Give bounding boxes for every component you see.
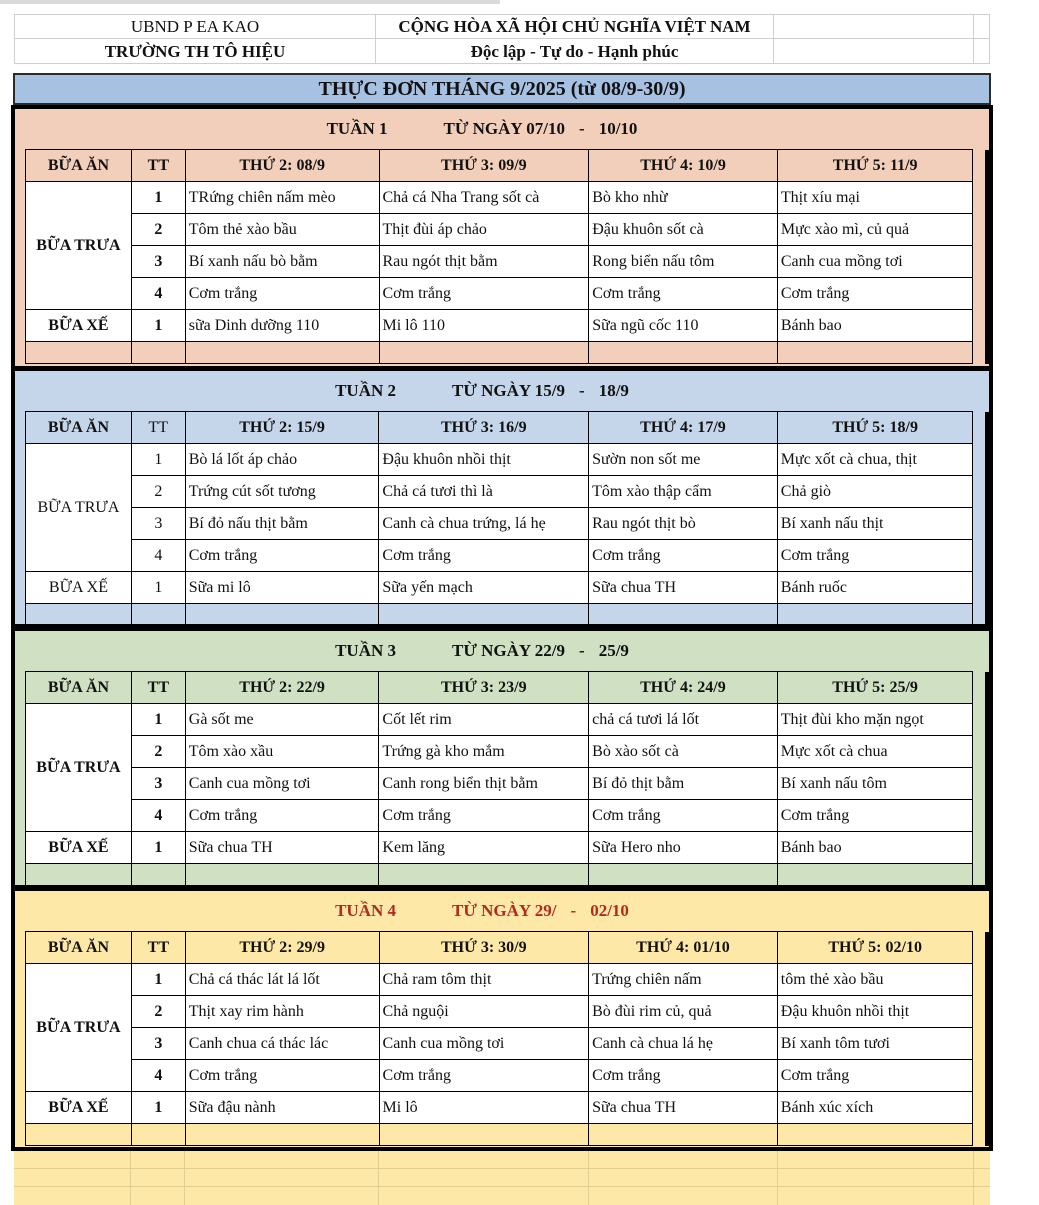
- dish-cell: Canh cua mồng tơi: [379, 1028, 589, 1060]
- table-edge: [973, 412, 987, 444]
- empty-cell: [131, 604, 185, 626]
- table-row: [26, 278, 988, 310]
- empty-cell: [777, 1124, 973, 1146]
- table-edge: [973, 864, 987, 886]
- table-edge: [973, 1028, 987, 1060]
- week-title: [15, 631, 989, 671]
- item-number: 3: [131, 768, 185, 800]
- dish-cell: tôm thẻ xào bầu: [777, 964, 973, 996]
- dish-cell: Thịt xay rim hành: [185, 996, 379, 1028]
- document-header: [14, 14, 990, 64]
- empty-cell: [589, 864, 778, 886]
- empty-cell: [777, 604, 973, 626]
- table-row: [26, 1028, 988, 1060]
- empty-cell: [26, 864, 132, 886]
- dish-cell: Cơm trắng: [185, 278, 379, 310]
- empty-cell: [26, 342, 132, 364]
- tt-column-header: TT: [131, 150, 185, 182]
- dish-cell: Chả cá tươi thì là: [379, 476, 589, 508]
- dish-cell: Sữa chua TH: [589, 1092, 778, 1124]
- day-column-header: THỨ 5: 11/9: [777, 150, 973, 182]
- table-edge: [973, 604, 987, 626]
- dish-cell: Chả nguội: [379, 996, 589, 1028]
- table-row: [26, 476, 988, 508]
- dish-cell: Sữa chua TH: [589, 572, 778, 604]
- dish-cell: Sữa ngũ cốc 110: [589, 310, 778, 342]
- week-date-from: TỪ NGÀY 22/9: [452, 641, 566, 660]
- table-edge: [973, 768, 987, 800]
- empty-cell: [379, 864, 589, 886]
- snack-label: BỮA XẾ: [26, 310, 132, 342]
- dish-cell: Kem lăng: [379, 832, 589, 864]
- empty-cell: [185, 864, 379, 886]
- table-edge: [973, 932, 987, 964]
- item-number: 1: [131, 704, 185, 736]
- table-edge: [973, 1092, 987, 1124]
- week-date-sep: -: [579, 119, 585, 138]
- table-edge: [973, 996, 987, 1028]
- item-number: 1: [131, 572, 185, 604]
- dish-cell: Rau ngót thịt bò: [589, 508, 778, 540]
- table-edge: [973, 182, 987, 214]
- empty-cell: [589, 342, 778, 364]
- day-column-header: THỨ 3: 09/9: [379, 150, 589, 182]
- table-edge: [973, 1124, 987, 1146]
- table-edge: [973, 278, 987, 310]
- dish-cell: Bí xanh nấu tôm: [777, 768, 973, 800]
- item-number: 1: [131, 182, 185, 214]
- dish-cell: Cơm trắng: [589, 800, 778, 832]
- week-title: [15, 891, 989, 931]
- table-edge: [973, 246, 987, 278]
- dish-cell: Rong biển nấu tôm: [589, 246, 778, 278]
- menu-table: [25, 931, 989, 1146]
- dish-cell: Tôm xào xầu: [185, 736, 379, 768]
- dish-cell: sữa Dinh dưỡng 110: [185, 310, 379, 342]
- dish-cell: Thịt xíu mại: [777, 182, 973, 214]
- dish-cell: Tôm xào thập cẩm: [589, 476, 778, 508]
- table-row: [26, 964, 988, 996]
- table-row: [26, 444, 988, 476]
- item-number: 4: [131, 1060, 185, 1092]
- day-column-header: THỨ 5: 25/9: [777, 672, 973, 704]
- dish-cell: Cơm trắng: [379, 800, 589, 832]
- empty-cell: [185, 342, 379, 364]
- table-edge: [973, 150, 987, 182]
- lunch-label: BỮA TRƯA: [26, 444, 132, 572]
- dish-cell: Sữa mi lô: [185, 572, 379, 604]
- dish-cell: Sữa Hero nho: [589, 832, 778, 864]
- day-column-header: THỨ 4: 24/9: [589, 672, 778, 704]
- day-column-header: THỨ 4: 10/9: [589, 150, 778, 182]
- dish-cell: Canh chua cá thác lác: [185, 1028, 379, 1060]
- dish-cell: Chả cá Nha Trang sốt cà: [379, 182, 589, 214]
- dish-cell: Canh cua mồng tơi: [777, 246, 973, 278]
- empty-cell: [777, 864, 973, 886]
- lunch-label: BỮA TRƯA: [26, 182, 132, 310]
- week-date-to: 18/9: [598, 381, 629, 400]
- day-column-header: THỨ 2: 15/9: [185, 412, 379, 444]
- week-date-range: [452, 901, 629, 921]
- dish-cell: Trứng chiên nấm: [589, 964, 778, 996]
- dish-cell: Mi lô 110: [379, 310, 589, 342]
- week-date-sep: -: [579, 381, 585, 400]
- table-edge: [973, 444, 987, 476]
- snack-label: BỮA XẾ: [26, 572, 132, 604]
- day-column-header: THỨ 2: 22/9: [185, 672, 379, 704]
- dish-cell: Cơm trắng: [777, 540, 973, 572]
- week-label: TUẦN 1: [326, 119, 388, 138]
- week-date-to: 10/10: [598, 119, 638, 138]
- empty-cell: [379, 342, 589, 364]
- table-edge: [973, 214, 987, 246]
- dish-cell: Cơm trắng: [777, 1060, 973, 1092]
- table-edge: [973, 508, 987, 540]
- item-number: 4: [131, 540, 185, 572]
- national-title: CỘNG HÒA XÃ HỘI CHỦ NGHĨA VIỆT NAM: [376, 14, 774, 39]
- table-row: [26, 996, 988, 1028]
- day-column-header: THỨ 5: 18/9: [777, 412, 973, 444]
- item-number: 4: [131, 800, 185, 832]
- meal-column-header: BỮA ĂN: [26, 672, 132, 704]
- item-number: 1: [131, 1092, 185, 1124]
- item-number: 4: [131, 278, 185, 310]
- empty-cell: [379, 1124, 589, 1146]
- day-column-header: THỨ 2: 29/9: [185, 932, 379, 964]
- dish-cell: Bò đùi rim củ, quả: [589, 996, 778, 1028]
- week-date-to: 02/10: [590, 901, 629, 920]
- dish-cell: Canh cua mồng tơi: [185, 768, 379, 800]
- dish-cell: Cơm trắng: [185, 1060, 379, 1092]
- week-label: TUẦN 4: [335, 901, 396, 920]
- dish-cell: Cơm trắng: [589, 540, 778, 572]
- dish-cell: Bí đỏ thịt bằm: [589, 768, 778, 800]
- table-edge: [973, 704, 987, 736]
- week-date-from: TỪ NGÀY 29/: [452, 901, 557, 920]
- dish-cell: Sữa chua TH: [185, 832, 379, 864]
- table-row: [26, 214, 988, 246]
- dish-cell: Mực xào mì, củ quả: [777, 214, 973, 246]
- dish-cell: Cơm trắng: [379, 278, 589, 310]
- empty-cell: [185, 1124, 379, 1146]
- dish-cell: Bánh bao: [777, 310, 973, 342]
- dish-cell: Trứng gà kho mắm: [379, 736, 589, 768]
- item-number: 2: [131, 996, 185, 1028]
- table-row: [26, 246, 988, 278]
- week-date-range: [444, 119, 638, 139]
- dish-cell: Trứng cút sốt tương: [185, 476, 379, 508]
- table-edge: [973, 540, 987, 572]
- day-column-header: THỨ 4: 17/9: [589, 412, 778, 444]
- dish-cell: Sườn non sốt me: [589, 444, 778, 476]
- table-row: [26, 832, 988, 864]
- menu-title: THỰC ĐƠN THÁNG 9/2025 (từ 08/9-30/9): [13, 73, 991, 105]
- dish-cell: Bí xanh nấu bò bằm: [185, 246, 379, 278]
- dish-cell: Bánh xúc xích: [777, 1092, 973, 1124]
- tt-column-header: TT: [131, 932, 185, 964]
- dish-cell: Thịt đùi áp chảo: [379, 214, 589, 246]
- dish-cell: Bánh ruốc: [777, 572, 973, 604]
- table-edge: [973, 964, 987, 996]
- dish-cell: Đậu khuôn sốt cà: [589, 214, 778, 246]
- table-edge: [973, 572, 987, 604]
- dish-cell: TRứng chiên nấm mèo: [185, 182, 379, 214]
- dish-cell: Chả giò: [777, 476, 973, 508]
- dish-cell: Bánh bao: [777, 832, 973, 864]
- item-number: 1: [131, 444, 185, 476]
- table-row: [26, 768, 988, 800]
- meal-column-header: BỮA ĂN: [26, 932, 132, 964]
- table-edge: [973, 342, 987, 364]
- meal-column-header: BỮA ĂN: [26, 150, 132, 182]
- meal-column-header: BỮA ĂN: [26, 412, 132, 444]
- table-edge: [973, 1060, 987, 1092]
- table-edge: [973, 800, 987, 832]
- day-column-header: THỨ 3: 16/9: [379, 412, 589, 444]
- week-label: TUẦN 2: [335, 381, 396, 400]
- snack-label: BỮA XẾ: [26, 1092, 132, 1124]
- week-date-from: TỪ NGÀY 15/9: [452, 381, 566, 400]
- table-row: [26, 310, 988, 342]
- table-edge: [973, 736, 987, 768]
- item-number: 1: [131, 310, 185, 342]
- table-edge: [973, 832, 987, 864]
- item-number: 1: [131, 832, 185, 864]
- dish-cell: Canh rong biển thịt bằm: [379, 768, 589, 800]
- week-date-sep: -: [570, 901, 577, 920]
- empty-cell: [26, 1124, 132, 1146]
- school-name: TRƯỜNG TH TÔ HIỆU: [14, 39, 376, 64]
- dish-cell: Canh cà chua trứng, lá hẹ: [379, 508, 589, 540]
- week-2-section: [11, 367, 993, 628]
- dish-cell: Cơm trắng: [185, 540, 379, 572]
- table-row: [26, 800, 988, 832]
- empty-cell: [777, 342, 973, 364]
- week-date-to: 25/9: [598, 641, 629, 660]
- empty-cell: [379, 604, 589, 626]
- dish-cell: Mi lô: [379, 1092, 589, 1124]
- tt-column-header: TT: [131, 672, 185, 704]
- table-row: [26, 1092, 988, 1124]
- trailing-empty-rows: [14, 1151, 990, 1205]
- dish-cell: Cơm trắng: [777, 278, 973, 310]
- table-row: [26, 182, 988, 214]
- week-1-section: [11, 105, 993, 370]
- week-title: [15, 109, 989, 149]
- dish-cell: Bí đỏ nấu thịt bằm: [185, 508, 379, 540]
- dish-cell: Canh cà chua lá hẹ: [589, 1028, 778, 1060]
- week-label: TUẦN 3: [335, 641, 396, 660]
- day-column-header: THỨ 3: 23/9: [379, 672, 589, 704]
- empty-cell: [185, 604, 379, 626]
- dish-cell: Bí xanh tôm tươi: [777, 1028, 973, 1060]
- dish-cell: Cơm trắng: [185, 800, 379, 832]
- week-date-sep: -: [579, 641, 585, 660]
- dish-cell: Đậu khuôn nhồi thịt: [777, 996, 973, 1028]
- table-row: [26, 572, 988, 604]
- table-row: [26, 704, 988, 736]
- national-motto: Độc lập - Tự do - Hạnh phúc: [376, 39, 774, 64]
- empty-cell: [26, 604, 132, 626]
- lunch-label: BỮA TRƯA: [26, 704, 132, 832]
- menu-table: [25, 411, 989, 626]
- dish-cell: Sữa yến mạch: [379, 572, 589, 604]
- table-edge: [973, 476, 987, 508]
- week-date-range: [452, 381, 629, 401]
- empty-cell: [131, 864, 185, 886]
- empty-cell: [589, 1124, 778, 1146]
- dish-cell: Cơm trắng: [589, 1060, 778, 1092]
- table-row: [26, 508, 988, 540]
- item-number: 3: [131, 1028, 185, 1060]
- dish-cell: Cơm trắng: [379, 540, 589, 572]
- table-row: [26, 1060, 988, 1092]
- dish-cell: Đậu khuôn nhồi thịt: [379, 444, 589, 476]
- item-number: 1: [131, 964, 185, 996]
- week-3-section: [11, 627, 993, 889]
- item-number: 2: [131, 214, 185, 246]
- dish-cell: Thịt đùi kho mặn ngọt: [777, 704, 973, 736]
- week-4-section: [11, 887, 993, 1151]
- dish-cell: Cơm trắng: [777, 800, 973, 832]
- top-edge-bar: [0, 0, 500, 4]
- dish-cell: Cơm trắng: [589, 278, 778, 310]
- week-title: [15, 371, 989, 411]
- dish-cell: Mực xốt cà chua, thịt: [777, 444, 973, 476]
- dish-cell: Chả cá thác lát lá lốt: [185, 964, 379, 996]
- dish-cell: Rau ngót thịt bằm: [379, 246, 589, 278]
- table-row: [26, 540, 988, 572]
- empty-cell: [589, 604, 778, 626]
- item-number: 2: [131, 476, 185, 508]
- dish-cell: Gà sốt me: [185, 704, 379, 736]
- dish-cell: Cốt lết rim: [379, 704, 589, 736]
- tt-column-header: TT: [131, 412, 185, 444]
- dish-cell: chả cá tươi lá lốt: [589, 704, 778, 736]
- dish-cell: Bò kho nhừ: [589, 182, 778, 214]
- day-column-header: THỨ 3: 30/9: [379, 932, 589, 964]
- day-column-header: THỨ 2: 08/9: [185, 150, 379, 182]
- dish-cell: Bò xào sốt cà: [589, 736, 778, 768]
- dish-cell: Chả ram tôm thịt: [379, 964, 589, 996]
- menu-table: [25, 149, 989, 364]
- dish-cell: Sữa đậu nành: [185, 1092, 379, 1124]
- dish-cell: Tôm thẻ xào bầu: [185, 214, 379, 246]
- snack-label: BỮA XẾ: [26, 832, 132, 864]
- table-row: [26, 736, 988, 768]
- week-date-range: [452, 641, 629, 661]
- empty-cell: [131, 342, 185, 364]
- table-edge: [973, 672, 987, 704]
- table-edge: [973, 310, 987, 342]
- week-date-from: TỪ NGÀY 07/10: [443, 119, 566, 138]
- empty-cell: [131, 1124, 185, 1146]
- dish-cell: Cơm trắng: [379, 1060, 589, 1092]
- lunch-label: BỮA TRƯA: [26, 964, 132, 1092]
- item-number: 3: [131, 246, 185, 278]
- day-column-header: THỨ 4: 01/10: [589, 932, 778, 964]
- day-column-header: THỨ 5: 02/10: [777, 932, 973, 964]
- dish-cell: Bí xanh nấu thịt: [777, 508, 973, 540]
- item-number: 2: [131, 736, 185, 768]
- district-name: UBND P EA KAO: [14, 14, 376, 39]
- menu-table: [25, 671, 989, 886]
- dish-cell: Bò lá lốt áp chảo: [185, 444, 379, 476]
- item-number: 3: [131, 508, 185, 540]
- dish-cell: Mực xốt cà chua: [777, 736, 973, 768]
